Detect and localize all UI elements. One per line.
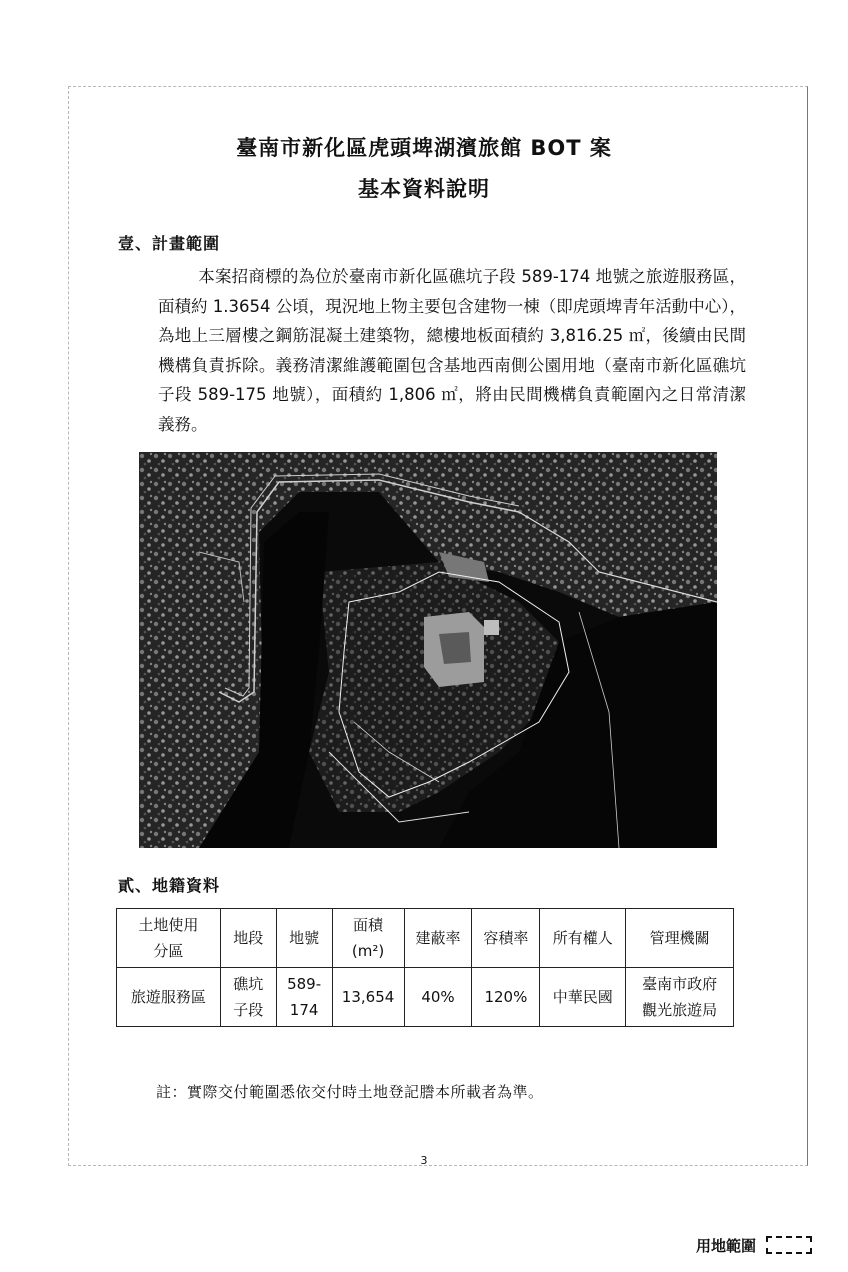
table-cell: 13,654 (332, 968, 404, 1027)
table-row (117, 968, 734, 1027)
table-cell: 120% (472, 968, 540, 1027)
dashed-boundary-icon (766, 1236, 812, 1254)
page-number: 3 (420, 1154, 428, 1167)
footnote: 註：實際交付範圍悉依交付時土地登記謄本所載者為準。 (156, 1083, 544, 1101)
section-heading-cadastral: 貳、地籍資料 (118, 876, 221, 895)
plan-scope-paragraph (158, 262, 746, 439)
header-cell: 容積率 (472, 909, 540, 968)
plan-scope-text: 本案招商標的為位於臺南市新化區礁坑子段 589-174 地號之旅遊服務區，面積約 1.3654 公頃，現況地上物主要包含建物一棟（即虎頭埤青年活動中心），為地上三層樓之鋼筋混凝土建築物，總樓地板面積約 3,816.25 ㎡，後續由民間機構負責拆除。義務清潔維護範圍包含基地西南側公園用地（臺南市新化區礁坑子段 589-175 地號），面積約 1,806 ㎡，將由民間機構負責範圍內之日常清潔義務。 (158, 267, 746, 434)
header-cell: 管理機關 (626, 909, 734, 968)
table-cell: 旅遊服務區 (117, 968, 221, 1027)
table-cell: 礁坑 子段 (220, 968, 276, 1027)
cadastral-table (116, 908, 734, 1027)
header-cell: 面積 (m²) (332, 909, 404, 968)
header-cell: 土地使用 分區 (117, 909, 221, 968)
document-title: 臺南市新化區虎頭埤湖濱旅館 BOT 案 (236, 136, 612, 160)
aerial-photo-graphic (139, 452, 717, 848)
document-subtitle: 基本資料說明 (358, 177, 490, 201)
header-cell: 地段 (220, 909, 276, 968)
table-cell: 40% (404, 968, 472, 1027)
header-cell: 所有權人 (540, 909, 626, 968)
table-cell: 589- 174 (276, 968, 332, 1027)
header-cell: 建蔽率 (404, 909, 472, 968)
header-cell: 地號 (276, 909, 332, 968)
table-cell: 中華民國 (540, 968, 626, 1027)
map-legend (680, 1218, 828, 1272)
table-header-row (117, 909, 734, 968)
section-heading-plan-scope: 壹、計畫範圍 (118, 234, 221, 253)
table-cell: 臺南市政府 觀光旅遊局 (626, 968, 734, 1027)
map-legend-label: 用地範圍 (695, 1236, 756, 1255)
